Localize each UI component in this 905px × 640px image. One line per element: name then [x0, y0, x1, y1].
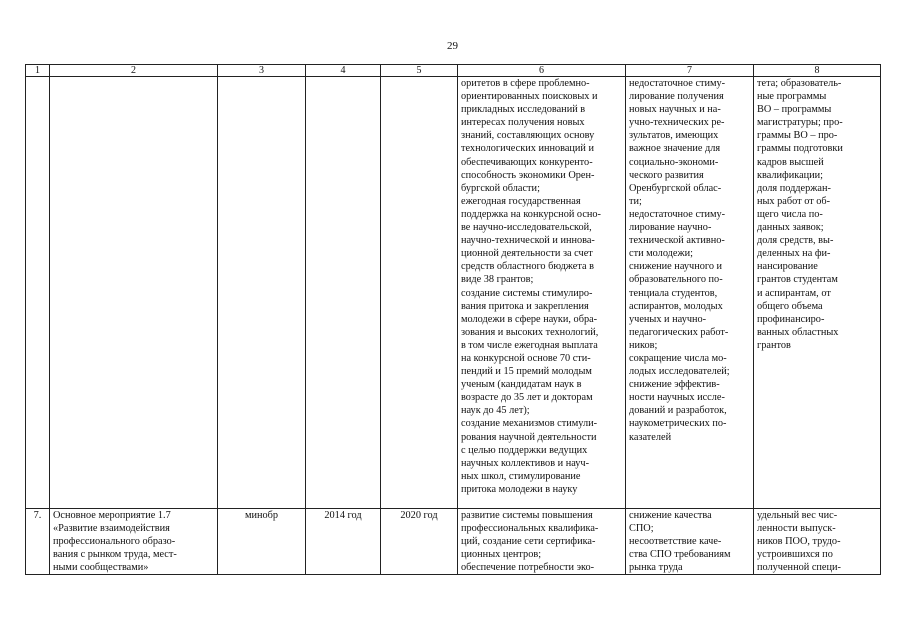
- header-cell: 3: [218, 65, 306, 77]
- cell-text-line: виде 38 грантов;: [461, 274, 534, 286]
- cell-text-line: развитие системы повышения: [461, 510, 593, 521]
- header-cell: 6: [458, 65, 626, 77]
- cell-text-line: ванных областных: [757, 326, 839, 338]
- cell-text-line: профессиональных квалифика-: [461, 523, 599, 535]
- cell-text-line: зультатов, имеющих: [629, 130, 719, 142]
- header-cell: 7: [626, 65, 754, 77]
- cell-text-line: кадров высшей: [757, 156, 824, 168]
- cell-text-line: ников ПОО, трудо-: [757, 536, 841, 548]
- cell-text-line: ориентированных поисковых и: [461, 91, 598, 103]
- cell-text-line: притока молодежи в науку: [461, 483, 578, 495]
- cell-text-line: ные программы: [757, 91, 827, 103]
- cell-text-line: на конкурсной основе 70 сти-: [461, 352, 591, 364]
- cell-text-line: данных заявок;: [757, 222, 824, 234]
- cell-text-line: ства СПО требованиям: [629, 549, 731, 561]
- cell-text-line: недостаточное стиму-: [629, 78, 726, 89]
- row-number-cell: [26, 77, 50, 509]
- cell-text-line: доля средств, вы-: [757, 235, 834, 247]
- cell-text-line: пендий и 15 премий молодым: [461, 366, 592, 378]
- cell-text-line: грантов: [757, 339, 791, 351]
- start-year-cell: [306, 77, 381, 509]
- cell-text-line: снижение научного и: [629, 261, 723, 273]
- cell-text-line: обеспечение потребности эко-: [461, 562, 595, 574]
- cell-text-line: ционной деятельности за счет: [461, 248, 593, 260]
- header-row: [26, 65, 881, 77]
- cell-text-line: педагогических работ-: [629, 326, 729, 338]
- cell-text-line: ческого развития: [629, 169, 704, 181]
- cell-text-line: с целью поддержки ведущих: [461, 444, 588, 456]
- page-number: 29: [447, 40, 458, 52]
- cell-text-line: ций, создание сети сертифика-: [461, 536, 596, 548]
- cell-text-line: ученым (кандидатам наук в: [461, 379, 582, 391]
- cell-text-line: грантов студентам: [757, 274, 838, 286]
- cell-text-line: бургской области;: [461, 182, 540, 194]
- cell-text-line: тенциала студентов,: [629, 287, 718, 299]
- cell-text-line: дований и разработок,: [629, 405, 727, 417]
- cell-text-line: граммы ВО – про-: [757, 130, 838, 142]
- cell-text-line: наукометрических по-: [629, 418, 727, 430]
- cell-text-line: тета; образователь-: [757, 78, 842, 89]
- cell-text-line: молодежи в сфере науки, обра-: [461, 313, 598, 325]
- cell-text-line: технической активно-: [629, 235, 725, 247]
- end-year-cell: [381, 77, 458, 509]
- cell-text-line: профинансиро-: [757, 313, 825, 325]
- cell-text-line: образовательного по-: [629, 274, 723, 286]
- cell-text-line: несоответствие каче-: [629, 536, 722, 548]
- cell-text-line: поддержка на конкурсной осно-: [461, 208, 601, 220]
- cell-text-line: Основное мероприятие 1.7: [53, 510, 171, 521]
- cell-text-line: важное значение для: [629, 143, 721, 155]
- cell-text-line: ников;: [629, 339, 658, 351]
- cell-text-line: лирование научно-: [629, 222, 712, 234]
- start-year-cell: 2014 год: [306, 509, 381, 575]
- cell-text-line: вания притока и закрепления: [461, 300, 589, 312]
- cell-text-line: общего объема: [757, 300, 823, 312]
- responsible-cell: [218, 77, 306, 509]
- cell-text-line: и аспирантам, от: [757, 287, 831, 299]
- cell-text-line: наук до 45 лет);: [461, 405, 530, 417]
- cell-text-line: учно-технических ре-: [629, 117, 725, 129]
- cell-text-line: обеспечивающих конкуренто-: [461, 156, 593, 168]
- cell-text-line: устроившихся по: [757, 549, 833, 561]
- row-number-cell: 7.: [26, 509, 50, 575]
- header-cell: 2: [50, 65, 218, 77]
- cell-text-line: казателей: [629, 431, 672, 443]
- header-cell: 1: [26, 65, 50, 77]
- cell-text-line: нансирование: [757, 261, 818, 273]
- cell-text-line: сти молодежи;: [629, 248, 693, 260]
- cell-text-line: ученых и научно-: [629, 313, 707, 325]
- table-row: [26, 509, 881, 575]
- program-table: [25, 64, 881, 575]
- cell-text-line: снижение качества: [629, 510, 712, 521]
- responsible-cell: минобр: [218, 509, 306, 575]
- cell-text-line: ных работ от об-: [757, 195, 831, 207]
- cell-text-line: в том числе ежегодная выплата: [461, 339, 598, 351]
- expected-result-cell: [458, 77, 626, 509]
- cell-text-line: ности научных иссле-: [629, 392, 725, 404]
- cell-text-line: знаний, составляющих основу: [461, 130, 595, 142]
- cell-text-line: возрасте до 35 лет и докторам: [461, 392, 593, 404]
- expected-result-cell: [458, 509, 626, 575]
- cell-text-line: лирование получения: [629, 91, 724, 103]
- cell-text-line: снижение эффектив-: [629, 379, 720, 391]
- cell-text-line: рования научной деятельности: [461, 431, 597, 443]
- cell-text-line: ВО – программы: [757, 104, 832, 116]
- indicators-cell: [754, 509, 881, 575]
- cell-text-line: граммы подготовки: [757, 143, 843, 155]
- header-cell: 5: [381, 65, 458, 77]
- cell-text-line: профессионального образо-: [53, 536, 176, 548]
- cell-text-line: зования и высоких технологий,: [461, 326, 599, 338]
- cell-text-line: аспирантов, молодых: [629, 300, 723, 312]
- measure-name-cell: [50, 509, 218, 575]
- cell-text-line: квалификации;: [757, 169, 824, 181]
- cell-text-line: научных коллективов и науч-: [461, 457, 590, 469]
- table-row: [26, 77, 881, 509]
- header-cell: 8: [754, 65, 881, 77]
- cell-text-line: прикладных исследований в: [461, 104, 586, 116]
- cell-text-line: щего числа по-: [757, 208, 823, 220]
- cell-text-line: «Развитие взаимодействия: [53, 523, 170, 535]
- cell-text-line: новых научных и на-: [629, 104, 721, 116]
- cell-text-line: полученной специ-: [757, 562, 841, 574]
- consequences-cell: [626, 509, 754, 575]
- cell-text-line: ти;: [629, 195, 642, 207]
- cell-text-line: социально-экономи-: [629, 156, 719, 168]
- cell-text-line: деленных на фи-: [757, 248, 831, 260]
- cell-text-line: сокращение числа мо-: [629, 352, 727, 364]
- indicators-cell: [754, 77, 881, 509]
- cell-text-line: научно-технической и иннова-: [461, 235, 595, 247]
- cell-text-line: средств областного бюджета в: [461, 261, 594, 273]
- cell-text-line: создание механизмов стимули-: [461, 418, 598, 430]
- cell-text-line: ционных центров;: [461, 549, 542, 561]
- cell-text-line: недостаточное стиму-: [629, 208, 726, 220]
- cell-text-line: создание системы стимулиро-: [461, 287, 593, 299]
- cell-text-line: СПО;: [629, 523, 654, 535]
- cell-text-line: магистратуры; про-: [757, 117, 843, 129]
- consequences-cell: [626, 77, 754, 509]
- cell-text-line: технологических инноваций и: [461, 143, 595, 155]
- cell-text-line: оритетов в сфере проблемно-: [461, 78, 590, 89]
- cell-text-line: способность экономики Орен-: [461, 169, 595, 181]
- measure-name-cell: [50, 77, 218, 509]
- cell-text-line: удельный вес чис-: [757, 510, 838, 521]
- cell-text-line: интересах получения новых: [461, 117, 585, 129]
- cell-text-line: лодых исследователей;: [629, 366, 730, 378]
- cell-text-line: ных школ, стимулирование: [461, 470, 581, 482]
- cell-text-line: Оренбургской облас-: [629, 182, 722, 194]
- cell-text-line: ными сообществами»: [53, 562, 149, 574]
- cell-text-line: ленности выпуск-: [757, 523, 836, 535]
- cell-text-line: рынка труда: [629, 562, 683, 574]
- cell-text-line: доля поддержан-: [757, 182, 831, 194]
- end-year-cell: 2020 год: [381, 509, 458, 575]
- cell-text-line: вания с рынком труда, мест-: [53, 549, 177, 561]
- cell-text-line: ве научно-исследовательской,: [461, 222, 592, 234]
- cell-text-line: ежегодная государственная: [461, 195, 581, 207]
- header-cell: 4: [306, 65, 381, 77]
